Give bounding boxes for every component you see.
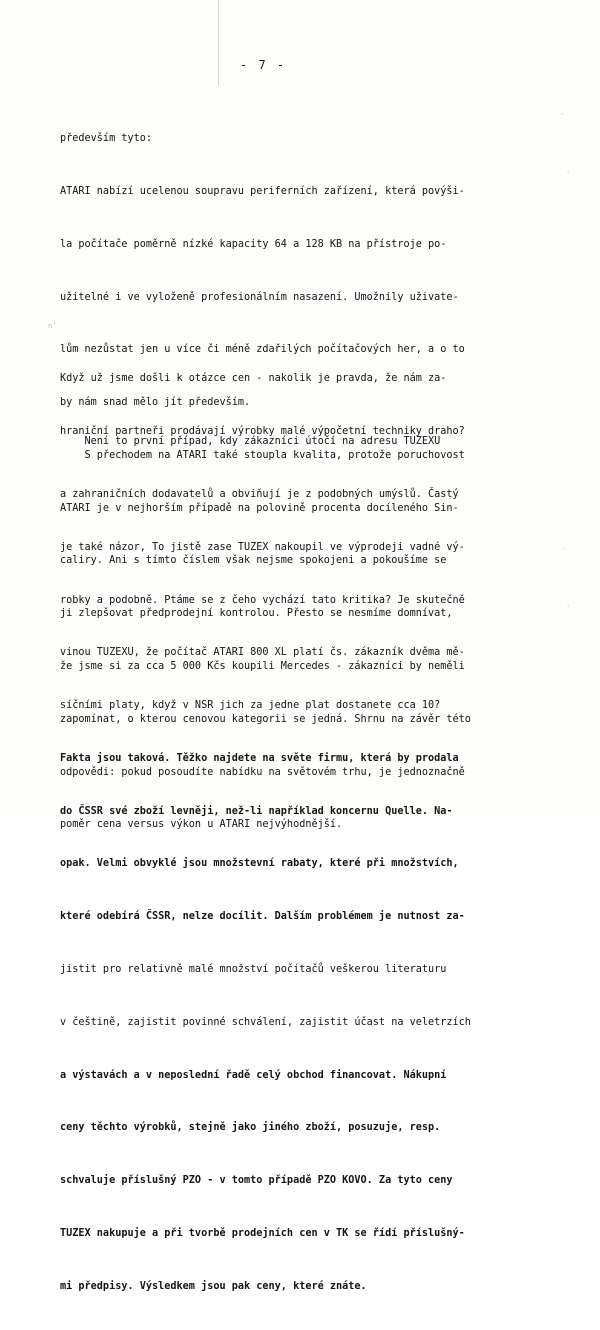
text-line: by nám snad mělo jít především. <box>60 397 251 409</box>
text-line: opak. Velmi obvyklé jsou množstevní rabaty, které při množstvích, <box>60 858 459 870</box>
text-line: ceny těchto výrobků, stejně jako jiného zboží, posuzuje, resp. <box>60 1122 441 1134</box>
text-line: TUZEX nakupuje a při tvorbě prodejních cen v TK se řídí příslušný- <box>60 1227 465 1239</box>
text-line: do ČSSR své zboží levněji, než-li například koncernu Quelle. Na- <box>60 805 453 817</box>
text-line: caliry. Ani s tímto číslem však nejsme spokojeni a pokoušíme se <box>60 555 447 567</box>
text-line: především tyto: <box>60 133 153 145</box>
scan-mark: ' <box>566 170 571 178</box>
page-number: - 7 - <box>240 58 287 72</box>
text-line: v češtině, zajistit povinné schválení, zajistit účast na veletrzích <box>60 1016 471 1028</box>
text-line: a zahraničních dodavatelů a obviňují je z podobných umýslů. Častý <box>60 488 459 500</box>
text-line: lům nezůstat jen u více či méně zdařilých počítačových her, a o to <box>60 344 465 356</box>
text-line: schvaluje příslušný PZO - v tomto případě PZO KOVO. Za tyto ceny <box>60 1175 453 1187</box>
text-line: la počítače poměrně nízké kapacity 64 a 128 KB na přístroje po- <box>60 238 447 250</box>
text-line: ji zlepšovat předprodejní kontrolou. Přesto se nesmíme domnívat, <box>60 608 453 620</box>
text-line: vinou TUZEXU, že počítač ATARI 800 XL platí čs. zákazník dvěma mě- <box>60 647 465 659</box>
text-line: ATARI je v nejhorším případě na polovině procenta docíleného Sin- <box>60 502 459 514</box>
text-line: jistit pro relativně malé množství počítačů veškerou literaturu <box>60 964 447 975</box>
text-line: a výstavách a v neposlední řadě celý obchod financovat. Nákupní <box>60 1069 447 1081</box>
fold-line <box>218 0 219 86</box>
text-line: Fakta jsou taková. Těžko najdete na světe firmu, která by prodala <box>60 752 459 764</box>
paragraph-answer <box>60 398 471 1330</box>
text-line: robky a podobně. Ptáme se z čeho vychází tato kritika? Je skutečně <box>60 594 465 606</box>
text-line: Není to první případ, kdy zákazníci útočí na adresu TUZEXU <box>60 436 441 448</box>
scan-mark: ˇ <box>560 113 565 121</box>
text-line: zapomínat, o kterou cenovou kategorii se jedná. Shrnu na závěr této <box>60 713 471 725</box>
text-line: že jsme si za cca 5 000 Kčs koupili Mercedes - zákazníci by neměli <box>60 661 465 672</box>
text-line: ATARI nabízí ucelenou soupravu periferních zařízení, která povýši- <box>60 185 465 197</box>
text-line: síčními platy, když v NSR jich za jedne plat dostanete cca 10? <box>60 700 441 712</box>
scan-mark: nʼ <box>48 322 57 330</box>
text-line: hraniční partneři prodávají výrobky malé výpočetní techniky draho? <box>60 425 465 437</box>
text-line: které odebírá ČSSR, nelze docílit. Dalším problémem je nutnost za- <box>60 911 465 923</box>
text-line: mi předpisy. Výsledkem jsou pak ceny, které znáte. <box>60 1280 367 1292</box>
text-line: užitelné i ve vyloženě profesionálním nasazení. Umožnily uživate- <box>60 291 459 303</box>
text-line: poměr cena versus výkon u ATARI nejvýhodnější. <box>60 819 343 831</box>
scan-mark: ' <box>566 604 571 612</box>
text-line: Když už jsme došli k otázce cen - nakolik je pravda, že nám za- <box>60 373 447 385</box>
text-line: je také názor, To jistě zase TUZEX nakoupil ve výprodeji vadné vý- <box>60 541 465 553</box>
text-line: odpovědi: pokud posoudíte nabídku na světovém trhu, je jednoznačně <box>60 766 465 778</box>
text-line: S přechodem na ATARI také stoupla kvalita, protože poruchovost <box>60 449 465 461</box>
